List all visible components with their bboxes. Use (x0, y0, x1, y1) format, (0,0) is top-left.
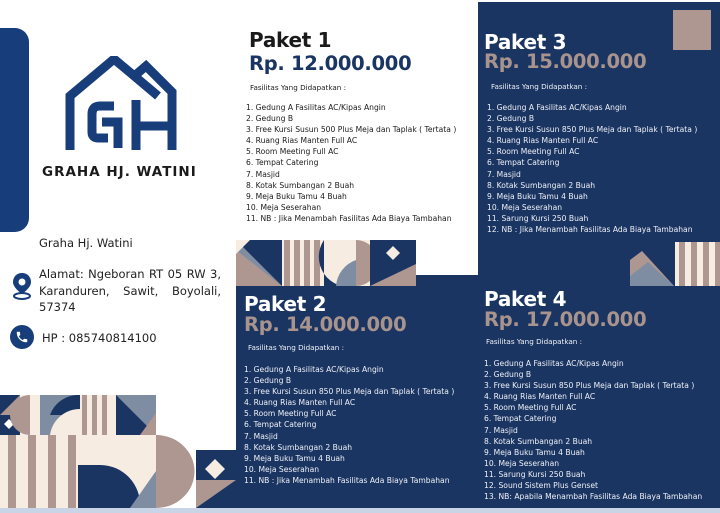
decorative-pattern-mid (236, 240, 416, 286)
list-item: 7. Masjid (487, 169, 521, 179)
list-item: 9. Meja Buku Tamu 4 Buah (246, 191, 347, 201)
facility-list (484, 358, 702, 502)
list-item: 11. Sarung Kursi 250 Buah (487, 213, 589, 223)
list-item: 8. Kotak Sumbangan 2 Buah (484, 436, 593, 446)
package-subtitle: Fasilitas Yang Didapatkan : (250, 83, 347, 92)
list-item: 9. Meja Buku Tamu 4 Buah (487, 191, 588, 201)
package-subtitle: Fasilitas Yang Didapatkan : (491, 82, 588, 91)
package-subtitle: Fasilitas Yang Didapatkan : (248, 343, 345, 352)
map-pin-icon (12, 272, 32, 300)
package-title: Paket 2 (244, 292, 327, 316)
list-item: 1. Gedung A Fasilitas AC/Kipas Angin (487, 103, 627, 112)
list-item: 3. Free Kursi Susun 850 Plus Meja dan Taplak ( Tertata ) (484, 381, 695, 391)
facility-list (244, 364, 454, 486)
list-item: 4. Ruang Rias Manten Full AC (244, 398, 356, 408)
list-item: 1. Gedung A Fasilitas AC/Kipas Angin (484, 359, 624, 368)
list-item: 12. Sound Sistem Plus Genset (484, 481, 599, 491)
decorative-pattern-right (630, 240, 720, 286)
list-item: 8. Kotak Sumbangan 2 Buah (244, 442, 353, 452)
facility-list (246, 102, 456, 224)
list-item: 7. Masjid (246, 169, 280, 179)
list-item: 6. Tempat Catering (244, 420, 317, 430)
list-item: 11. NB : Jika Menambah Fasilitas Ada Biaya Tambahan (244, 475, 450, 485)
package-title: Paket 1 (249, 28, 332, 52)
package-subtitle: Fasilitas Yang Didapatkan : (486, 337, 583, 346)
bottom-strip (0, 508, 720, 513)
package-price: Rp. 15.000.000 (484, 50, 647, 73)
list-item: 11. NB : Jika Menambah Fasilitas Ada Biaya Tambahan (246, 213, 452, 223)
list-item: 11. Sarung Kursi 250 Buah (484, 469, 586, 479)
phone-number: HP : 085740814100 (42, 331, 157, 345)
decorative-left-bar (0, 28, 29, 232)
list-item: 10. Meja Seserahan (246, 202, 322, 212)
list-item: 4. Ruang Rias Manten Full AC (484, 392, 596, 402)
list-item: 3. Free Kursi Susun 500 Plus Meja dan Taplak ( Tertata ) (246, 125, 457, 135)
list-item: 6. Tempat Catering (487, 158, 560, 168)
facility-list (487, 102, 697, 235)
list-item: 10. Meja Seserahan (244, 464, 320, 474)
list-item: 1. Gedung A Fasilitas AC/Kipas Angin (244, 365, 384, 374)
list-item: 12. NB : Jika Menambah Fasilitas Ada Biaya Tambahan (487, 225, 693, 235)
list-item: 5. Room Meeting Full AC (484, 403, 577, 413)
list-item: 9. Meja Buku Tamu 4 Buah (244, 453, 345, 463)
list-item: 2. Gedung B (484, 370, 532, 380)
brand-name: GRAHA HJ. WATINI (42, 164, 197, 180)
decorative-square (673, 10, 711, 50)
list-item: 3. Free Kursi Susun 850 Plus Meja dan Taplak ( Tertata ) (487, 125, 698, 135)
list-item: 6. Tempat Catering (484, 414, 557, 424)
list-item: 13. NB: Apabila Menambah Fasilitas Ada Biaya Tambahan (484, 492, 703, 502)
address-text: Alamat: Ngeboran RT 05 RW 3, Karanduren, Sawit, Boyolali, 57374 (39, 267, 221, 314)
list-item: 1. Gedung A Fasilitas AC/Kipas Angin (246, 103, 386, 112)
package-title: Paket 4 (484, 287, 567, 311)
list-item: 2. Gedung B (487, 114, 535, 124)
list-item: 8. Kotak Sumbangan 2 Buah (487, 180, 596, 190)
list-item: 4. Ruang Rias Manten Full AC (487, 136, 599, 146)
list-item: 5. Room Meeting Full AC (487, 147, 580, 157)
list-item: 2. Gedung B (244, 376, 292, 386)
list-item: 6. Tempat Catering (246, 158, 319, 168)
list-item: 10. Meja Seserahan (484, 458, 560, 468)
list-item: 7. Masjid (244, 431, 278, 441)
package-title: Paket 3 (484, 30, 567, 54)
list-item: 9. Meja Buku Tamu 4 Buah (484, 447, 585, 457)
list-item: 4. Ruang Rias Manten Full AC (246, 136, 358, 146)
package-price: Rp. 14.000.000 (244, 313, 407, 336)
package-price: Rp. 17.000.000 (484, 308, 647, 331)
list-item: 5. Room Meeting Full AC (244, 409, 337, 419)
list-item: 2. Gedung B (246, 114, 294, 124)
phone-icon (10, 325, 34, 349)
list-item: 7. Masjid (484, 425, 518, 435)
list-item: 8. Kotak Sumbangan 2 Buah (246, 180, 355, 190)
list-item: 10. Meja Seserahan (487, 202, 563, 212)
list-item: 3. Free Kursi Susun 850 Plus Meja dan Taplak ( Tertata ) (244, 387, 455, 397)
package-price: Rp. 12.000.000 (249, 52, 412, 75)
decorative-pattern-bottom-left (0, 395, 236, 508)
logo-house-icon (62, 56, 178, 152)
contact-name: Graha Hj. Watini (39, 236, 133, 250)
list-item: 5. Room Meeting Full AC (246, 147, 339, 157)
